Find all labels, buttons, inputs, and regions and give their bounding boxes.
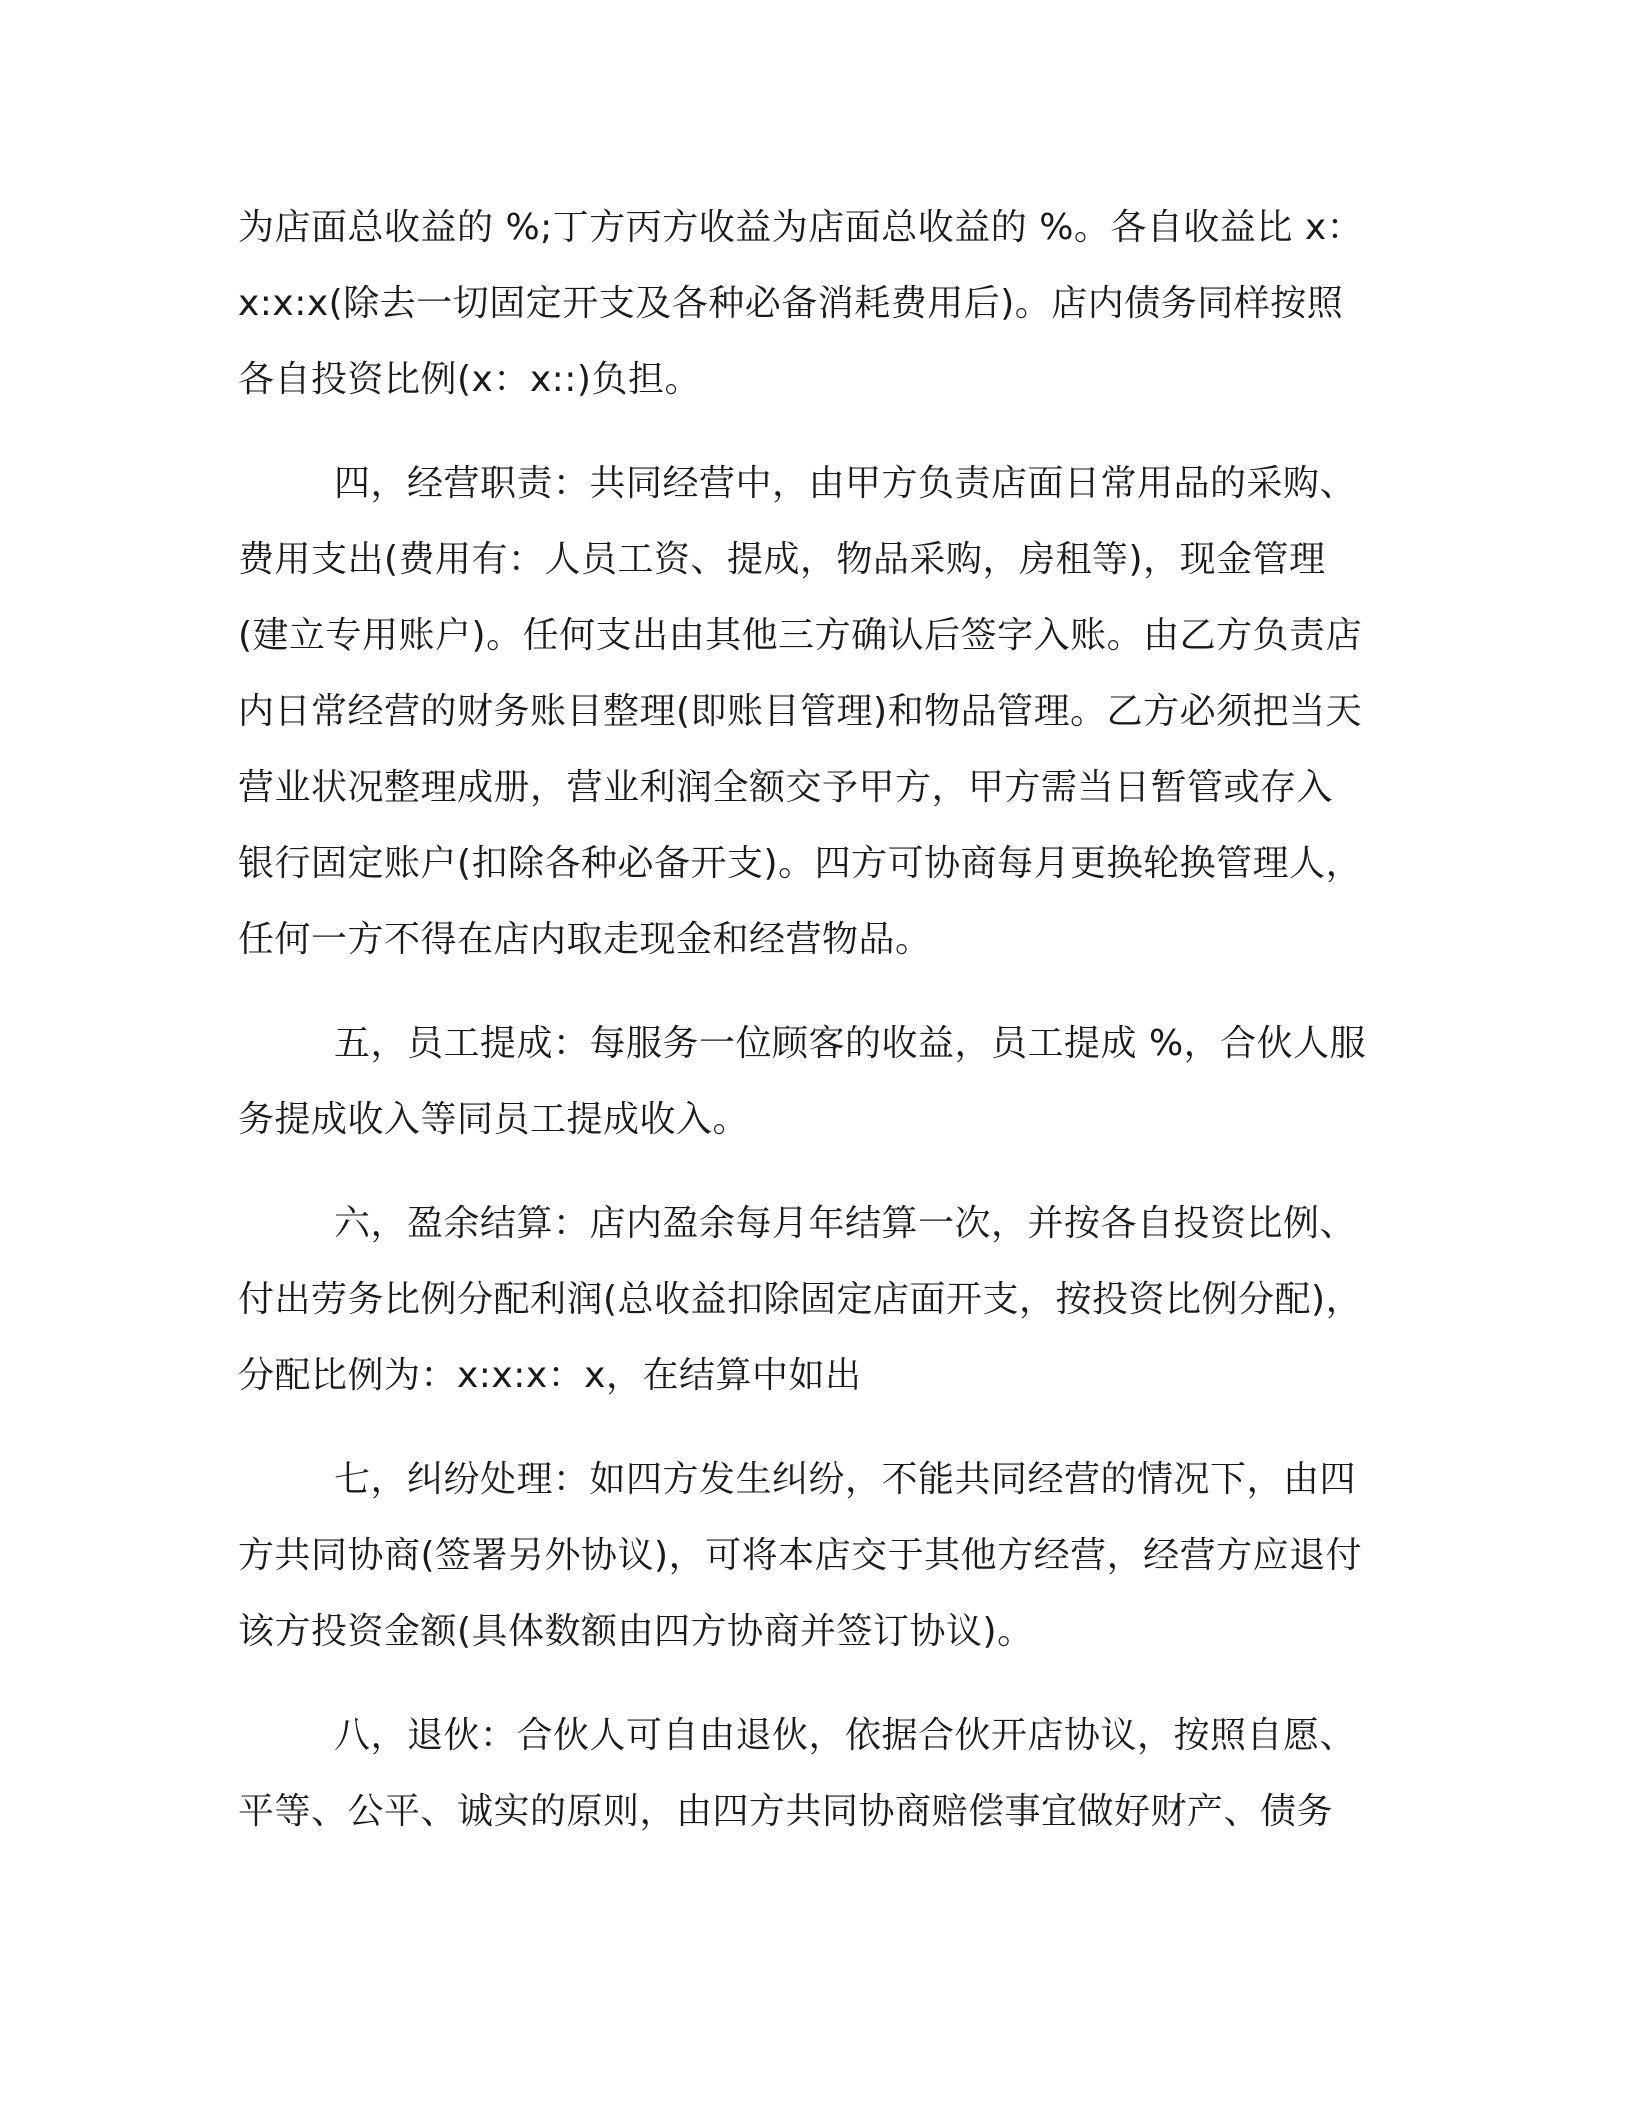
text-line: 八，退伙：合伙人可自由退伙，依据合伙开店协议，按照自愿、 <box>334 1715 1357 1756</box>
text-line: 各自投资比例(x：x::)负担。 <box>238 359 701 400</box>
text-line: 五，员工提成：每服务一位顾客的收益，员工提成 %，合伙人服 <box>334 1023 1367 1064</box>
paragraph-section-7-disputes <box>238 1442 1380 1670</box>
text-line: 为店面总收益的 %;丁方丙方收益为店面总收益的 %。各自收益比 x： <box>238 207 1364 248</box>
paragraph-section-5-commission <box>238 1006 1380 1158</box>
text-line: x:x:x(除去一切固定开支及各种必备消耗费用后)。店内债务同样按照 <box>238 283 1344 324</box>
text-line: 银行固定账户(扣除各种必备开支)。四方可协商每月更换轮换管理人， <box>238 843 1363 884</box>
text-line: 务提成收入等同员工提成收入。 <box>238 1099 750 1140</box>
text-line: 七，纠纷处理：如四方发生纠纷，不能共同经营的情况下，由四 <box>334 1459 1357 1500</box>
paragraph-section-4-duties <box>238 446 1380 978</box>
paragraph-income-ratio <box>238 190 1380 418</box>
text-line: 六，盈余结算：店内盈余每月年结算一次，并按各自投资比例、 <box>334 1203 1357 1244</box>
text-line: (建立专用账户)。任何支出由其他三方确认后签字入账。由乙方负责店 <box>238 615 1363 656</box>
paragraph-section-8-withdrawal <box>238 1698 1380 1850</box>
text-line: 四，经营职责：共同经营中，由甲方负责店面日常用品的采购、 <box>334 463 1357 504</box>
document-body <box>238 190 1380 1850</box>
text-line: 平等、公平、诚实的原则，由四方共同协商赔偿事宜做好财产、债务 <box>238 1791 1334 1832</box>
text-line: 营业状况整理成册，营业利润全额交予甲方，甲方需当日暂管或存入 <box>238 767 1334 808</box>
text-line: 付出劳务比例分配利润(总收益扣除固定店面开支，按投资比例分配)， <box>238 1279 1363 1320</box>
text-line: 费用支出(费用有：人员工资、提成，物品采购，房租等)，现金管理 <box>238 539 1326 580</box>
text-line: 分配比例为：x:x:x：x，在结算中如出 <box>238 1355 862 1396</box>
text-line: 方共同协商(签署另外协议)，可将本店交于其他方经营，经营方应退付 <box>238 1535 1363 1576</box>
text-line: 内日常经营的财务账目整理(即账目管理)和物品管理。乙方必须把当天 <box>238 691 1363 732</box>
paragraph-section-6-settlement <box>238 1186 1380 1414</box>
text-line: 该方投资金额(具体数额由四方协商并签订协议)。 <box>238 1611 1034 1652</box>
text-line: 任何一方不得在店内取走现金和经营物品。 <box>238 919 932 960</box>
